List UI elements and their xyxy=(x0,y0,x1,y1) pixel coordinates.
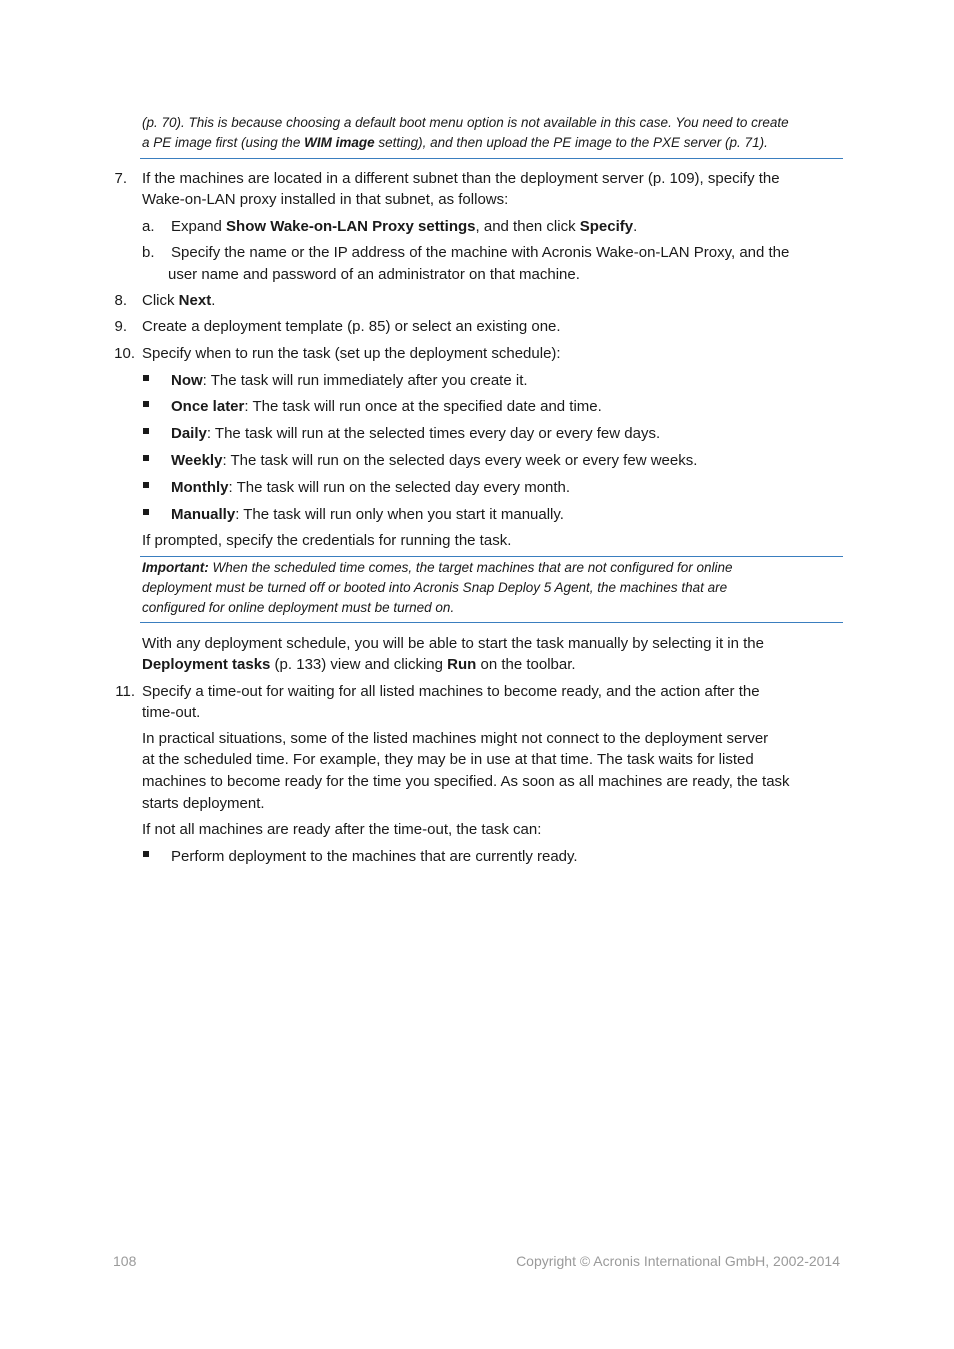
practical-line-1: In practical situations, some of the listed machines might not connect to the deployment server xyxy=(142,730,769,747)
important-note xyxy=(142,558,842,618)
step-10-number: 10. xyxy=(114,345,135,362)
step-7a-letter: a. xyxy=(142,218,155,235)
step-11-line-1: Specify a time-out for waiting for all listed machines to become ready, and the action after the xyxy=(142,683,760,700)
timeout-option-perform: Perform deployment to the machines that are currently ready. xyxy=(171,848,578,865)
step-7a-text: Expand Show Wake-on-LAN Proxy settings, and then click Specify. xyxy=(171,218,638,235)
step-10-text: Specify when to run the task (set up the deployment schedule): xyxy=(142,345,561,362)
schedule-option-monthly: Monthly: The task will run on the selected day every month. xyxy=(171,479,571,496)
step-9-text: Create a deployment template (p. 85) or select an existing one. xyxy=(142,318,561,335)
step-8-number: 8. xyxy=(114,292,127,309)
step-7-line-2: Wake-on-LAN proxy installed in that subnet, as follows: xyxy=(142,191,509,208)
practical-line-2: at the scheduled time. For example, they may be in use at that time. The task waits for listed xyxy=(142,751,754,768)
top-note-line-2: a PE image first (using the WIM image setting), and then upload the PE image to the PXE server (p. 71). xyxy=(142,135,768,150)
step-7b-line-2: user name and password of an administrator on that machine. xyxy=(168,266,580,283)
step-7b-letter: b. xyxy=(142,244,155,261)
practical-line-4: starts deployment. xyxy=(142,795,265,812)
after-schedule-line-1: With any deployment schedule, you will be able to start the task manually by selecting it in the xyxy=(142,635,764,652)
schedule-option-daily: Daily: The task will run at the selected times every day or every few days. xyxy=(171,425,661,442)
important-top-rule xyxy=(140,556,843,557)
bullet-marker xyxy=(143,509,149,515)
copyright: Copyright © Acronis International GmbH, 2002-2014 xyxy=(516,1253,840,1269)
timeout-intro: If not all machines are ready after the time-out, the task can: xyxy=(142,821,542,838)
step-9-number: 9. xyxy=(114,318,127,335)
step-8-text: Click Next. xyxy=(142,292,216,309)
bullet-marker xyxy=(143,851,149,857)
bullet-marker xyxy=(143,428,149,434)
step-7-number: 7. xyxy=(114,170,127,187)
important-line-2: deployment must be turned off or booted into Acronis Snap Deploy 5 Agent, the machines that are xyxy=(142,580,728,595)
page-number: 108 xyxy=(113,1253,137,1269)
top-note xyxy=(142,113,842,153)
bullet-marker xyxy=(143,482,149,488)
important-line-1: Important: When the scheduled time comes, the target machines that are not configured for online xyxy=(142,560,733,575)
important-line-3: configured for online deployment must be turned on. xyxy=(142,600,455,615)
note-bottom-rule xyxy=(140,158,843,159)
important-bottom-rule xyxy=(140,622,843,623)
step-7b-line-1: Specify the name or the IP address of the machine with Acronis Wake-on-LAN Proxy, and the xyxy=(171,244,790,261)
schedule-option-weekly: Weekly: The task will run on the selected days every week or every few weeks. xyxy=(171,452,698,469)
credentials-prompt: If prompted, specify the credentials for running the task. xyxy=(142,532,512,549)
step-11-number: 11. xyxy=(115,683,135,700)
bullet-marker xyxy=(143,401,149,407)
bullet-marker xyxy=(143,375,149,381)
after-schedule-line-2: Deployment tasks (p. 133) view and clicking Run on the toolbar. xyxy=(142,656,576,673)
bullet-marker xyxy=(143,455,149,461)
step-11-line-2: time-out. xyxy=(142,704,201,721)
schedule-option-once-later: Once later: The task will run once at the specified date and time. xyxy=(171,398,602,415)
top-note-line-1: (p. 70). This is because choosing a default boot menu option is not available in this case. You need to create xyxy=(142,115,789,130)
schedule-option-manually: Manually: The task will run only when you start it manually. xyxy=(171,506,564,523)
step-7-line-1: If the machines are located in a different subnet than the deployment server (p. 109), specify the xyxy=(142,170,780,187)
practical-line-3: machines to become ready for the time you specified. As soon as all machines are ready, the task xyxy=(142,773,790,790)
schedule-option-now: Now: The task will run immediately after you create it. xyxy=(171,372,528,389)
